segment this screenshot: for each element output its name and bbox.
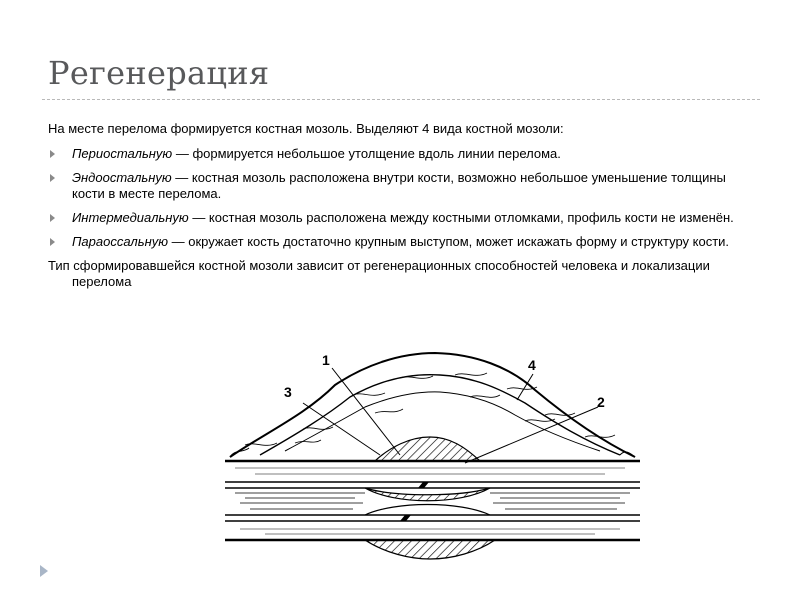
bone-callus-diagram [225,345,640,560]
callout-label: 2 [597,394,605,410]
callus-types-list [48,146,760,250]
bullet-text: — костная мозоль расположена внутри кости, возможно небольшое уменьшение толщины кости в месте перелома. [72,170,726,201]
bullet-term: Параоссальную [72,234,169,249]
endosteal-callus-lower [365,505,490,516]
list-item [48,170,760,202]
bullet-term: Эндоостальную [72,170,172,185]
outro-text: Тип сформировавшейся костной мозоли зависит от регенерационных способностей человека и локализации перелома [48,258,710,289]
list-item [48,210,760,226]
callout-label: 1 [322,352,330,368]
callout-label: 4 [528,357,536,373]
slide-title: Регенерация [48,54,270,92]
bullet-arrow-icon [50,150,55,158]
intro-text: На месте перелома формируется костная мозоль. Выделяют 4 вида костной мозоли: [48,121,564,136]
bullet-term: Интермедиальную [72,210,189,225]
bullet-text: — костная мозоль расположена между костными отломками, профиль кости не изменён. [188,210,734,225]
endosteal-callus [365,488,490,501]
bullet-text: — формируется небольшое утолщение вдоль линии перелома. [172,146,561,161]
nav-arrow-icon [40,565,48,577]
bullet-text: — окружает кость достаточно крупным выступом, может искажать форму и структуру кости. [168,234,730,249]
callout-label: 3 [284,384,292,400]
slide-body [48,121,760,298]
diagram-svg [225,345,640,560]
bullet-arrow-icon [50,214,55,222]
bullet-arrow-icon [50,238,55,246]
title-divider [42,99,760,100]
periosteal-callus-lower [365,540,495,559]
list-item [48,146,760,162]
periosteal-callus [375,437,480,461]
bullet-arrow-icon [50,174,55,182]
list-item [48,234,760,250]
bullet-term: Периостальную [72,146,173,161]
